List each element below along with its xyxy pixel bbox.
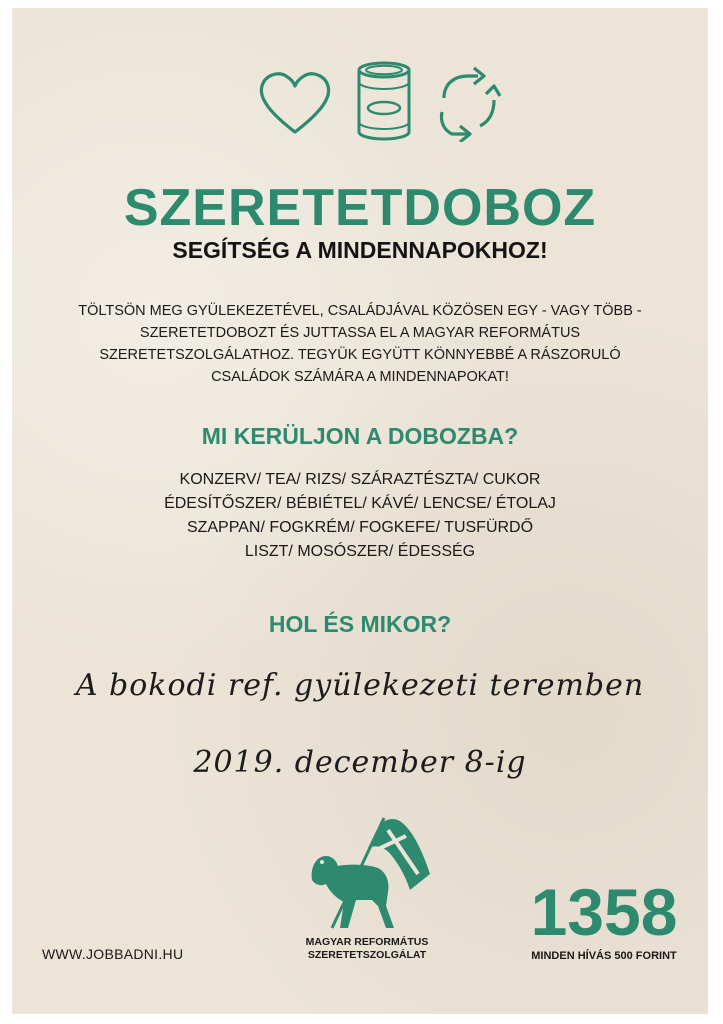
flyer-paper <box>12 8 708 1014</box>
items-list <box>72 468 648 564</box>
org-name <box>262 936 472 962</box>
where-heading: HOL ÉS MIKOR? <box>268 611 452 637</box>
handwritten-date: 2019. december 8-ig <box>193 745 527 780</box>
org-line: SZERETETSZOLGÁLAT <box>307 949 427 961</box>
icon-row <box>12 60 708 150</box>
can-icon <box>354 60 414 144</box>
items-line: KONZERV/ TEA/ RIZS/ SZÁRAZTÉSZTA/ CUKOR <box>179 471 541 488</box>
flyer-title: SZERETETDOBOZ <box>123 179 597 237</box>
flyer-subtitle: SEGÍTSÉG A MINDENNAPOKHOZ! <box>172 237 548 263</box>
org-line: MAGYAR REFORMÁTUS <box>305 936 429 948</box>
lamb-flag-logo-icon <box>302 810 437 940</box>
items-line: ÉDESÍTŐSZER/ BÉBIÉTEL/ KÁVÉ/ LENCSE/ ÉTOLAJ <box>164 495 556 512</box>
items-line: LISZT/ MOSÓSZER/ ÉDESSÉG <box>244 543 476 560</box>
donation-phone-number: 1358 <box>530 875 678 949</box>
items-line: SZAPPAN/ FOGKRÉM/ FOGKEFE/ TUSFÜRDŐ <box>186 519 534 536</box>
intro-paragraph: TÖLTSÖN MEG GYÜLEKEZETÉVEL, CSALÁDJÁVAL KÖZÖSEN EGY - VAGY TÖBB - SZERETETDOBOZT ÉS JUTTASSA EL A MAGYAR REFORMÁTUS SZERETETSZOLGÁLATHOZ. TEGYÜK EGYÜTT KÖNNYEBBÉ A RÁSZORULÓ CSALÁDOK SZÁMÁRA A MINDENNAPOKAT! <box>78 303 642 385</box>
what-heading: MI KERÜLJON A DOBOZBA? <box>201 423 519 449</box>
heart-icon <box>256 68 334 138</box>
phone-note: MINDEN HÍVÁS 500 FORINT <box>531 950 677 962</box>
website-link[interactable]: WWW.JOBBADNI.HU <box>42 946 184 962</box>
recycle-icon <box>430 64 504 142</box>
handwritten-place: A bokodi ref. gyülekezeti teremben <box>75 668 645 703</box>
